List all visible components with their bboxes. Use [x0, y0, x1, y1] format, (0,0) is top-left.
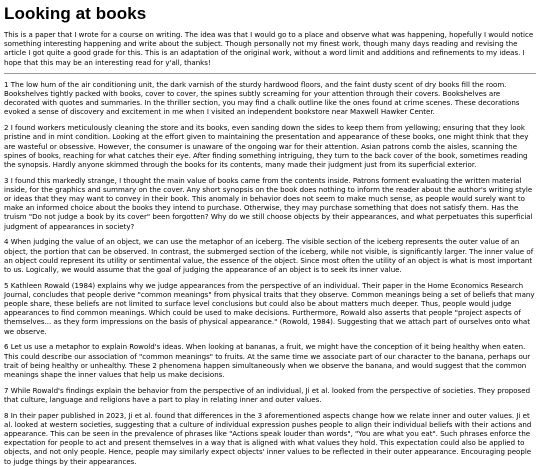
- body-paragraph-8: 8 In their paper published in 2023, Ji et al. found that differences in the 3 aforementioned aspects change how we relate inner and outer values. Ji et al. looked at western societies, suggesting that a culture of individual expression pushes people to align their individual beliefs with their actions and appearance. This can be seen in the prevalence of phrases like "Actions speak louder than words", "You are what you eat". Such phrases enforce the expectation for people to act and present themselves in a way that is aligned with what values they hold. This expectation could also be applied to objects, and not only people. Hence, people may similarly expect objects' inner values to be reflected in their outer appearance. Encouraging people to judge things by their appearances.: [4, 410, 532, 466]
- page-title: Looking at books: [4, 4, 147, 23]
- body-paragraph-5: 5 Kathleen Rowald (1984) explains why we judge appearances from the perspective of an individual. Their paper in the Home Economics Research Journal, concludes that people derive "common meanings" from physical traits that they observe. Common meanings being a set of beliefs that many people share, these beliefs are not limited to surface level conclusions but could also be about matters much deeper. Thus, people would judge appearances to find common meanings. Which could be used to make decisions. Furthermore, Rowald also asserts that people "project aspects of themselves... as they form impressions on the basis of physical appearance." (Rowold, 1984). Suggesting that we attach part of ourselves onto what we observe.: [4, 280, 535, 336]
- body-paragraph-1: 1 The low hum of the air conditioning unit, the dark varnish of the sturdy hardwood floors, and the faint dusty scent of dry books fill the room. Bookshelves tightly packed with books, cover to cover, the spines subtly screaming for your attention through their covers. Bookshelves are decorated with quotes and summaries. In the thriller section, you may find a chalk outline like the ones found at crime scenes. These decorations evoked a sense of discovery and excitement in me when I visited an independent bookstore near Maxwell Hawker Center.: [4, 79, 520, 117]
- body-paragraph-6: 6 Let us use a metaphor to explain Rowold's ideas. When looking at bananas, a fruit, we might have the conception of it being healthy when eaten. This could describe our association of "common meanings" to fruits. At the same time we associate part of our character to the banana, perhaps our trait of being healthy or unhealthy. These 2 phenomena happen simultaneously when we observe the banana, and would suggest that the common meanings shape the inner values that help us make decisions.: [4, 342, 531, 379]
- body-paragraph-4: 4 When judging the value of an object, we can use the metaphor of an iceberg. The visible section of the iceberg represents the outer value of an object, the portion that can be observed. In contrast, the submerged section of the iceberg, while not visible, is significantly larger. The inner value of an object could represent its utility or sentimental value, the essence of the object. Since most often the utility of an object is what is most important to us. Logically, we would assume that the goal of judging the appearance of an object is to seek its inner value.: [4, 237, 534, 274]
- body-paragraph-2: 2 I found workers meticulously cleaning the store and its books, even sanding down the sides to keep them from yellowing; ensuring that they look pristine and in mint condition. Looking at the effort given to maintaining the presentation and appearance of these books, one might think that they are wasteful or obsessive. However, the consumer is unaware of the ongoing war for their attention. Asian patrons comb the aisles, scanning the spines of books, reaching for what catches their eye. After finding something intriguing, they turn to the back cover of the book, sometimes reading the synopsis. Hardly anyone skimmed through the books for its contents, many made their judgment just from its superficial exterior.: [4, 123, 529, 169]
- document-page: [0, 4, 540, 466]
- section-divider: [4, 73, 536, 74]
- body-paragraph-3: 3 I found this markedly strange, I thought the main value of books came from the contents inside. Patrons forment evaluating the written material inside, for the graphics and summary on the cover. Any short synopsis on the book does nothing to inform the reader about the author's writing style or ideas that they may want to convey in their book. This anomaly in behavior does not seem to make much sense, as people would surely want to make an informed choice about the books they intend to purchase. Otherwise, they may purchase something that does not satisfy them. Has the truism "Do not judge a book by its cover" been forgotten? Why do we still choose objects by their appearances, and what perpetuates this superficial judgment of appearances in society?: [4, 175, 533, 231]
- intro-paragraph: This is a paper that I wrote for a course on writing. The idea was that I would go to a place and observe what was happening, hopefully I would notice something interesting happening and write about the subject. Though personally not my finest work, though many days reading and revising the article I got quite a good grade for this. This is an adaptation of the original work, without a word limit and additions and refinements to my ideas. I hope that this may be an interesting read for y'all, thanks!: [4, 30, 534, 67]
- body-paragraph-7: 7 While Rowald's findings explain the behavior from the perspective of an individual, Ji et al. looked from the perspective of societies. They proposed that culture, language and religions have a part to play in relating inner and outer values.: [4, 385, 531, 404]
